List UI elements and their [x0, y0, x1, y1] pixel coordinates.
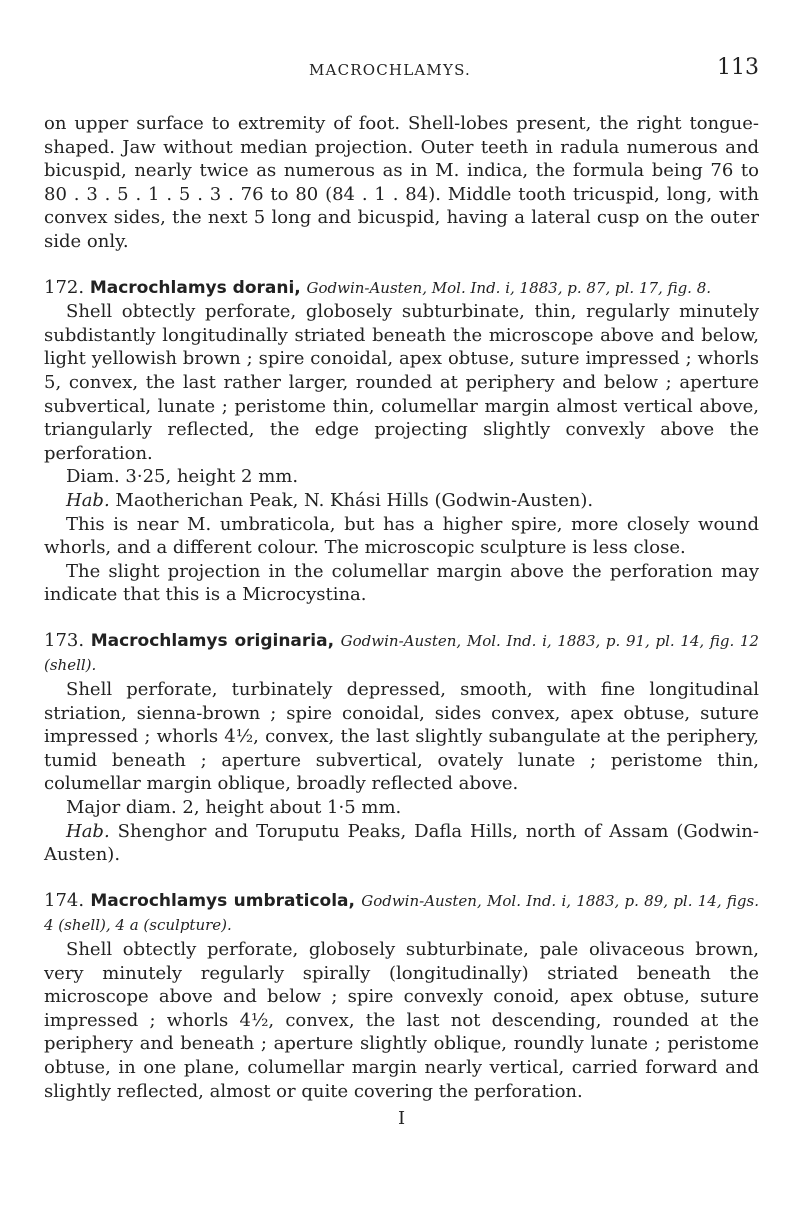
habitat-label: Hab. — [66, 820, 110, 842]
species-name: Macrochlamys umbraticola, — [90, 890, 355, 911]
species-reference: Godwin-Austen, Mol. Ind. i, 1883, p. 89, pl. 14, figs. 4 (shell), 4 a (sculpture). — [44, 891, 759, 935]
page-number: 113 — [717, 55, 759, 80]
species-number: 173. — [44, 629, 85, 651]
species-name: Macrochlamys dorani, — [89, 277, 301, 298]
species-heading — [44, 629, 759, 678]
species-entry — [44, 276, 759, 607]
species-reference: Godwin-Austen, Mol. Ind. i, 1883, p. 91, pl. 14, fig. 12 (shell). — [44, 631, 759, 675]
continued-paragraph: on upper surface to extremity of foot. Shell-lobes present, the right tongue-shaped. Jaw without median projection. Outer teeth in radula numerous and bicuspid, nearly twice as numerous as in M. indica, the formula being 76 to 80 . 3 . 5 . 1 . 5 . 3 . 76 to 80 (84 . 1 . 84). Middle tooth tricuspid, long, with convex sides, the next 5 long and bicuspid, having a lateral cusp on the outer side only. — [44, 113, 759, 252]
species-number: 174. — [44, 889, 85, 911]
signature-mark: I — [397, 1108, 406, 1130]
species-number: 172. — [44, 276, 85, 298]
species-habitat — [44, 489, 759, 513]
habitat-text: Maotherichan Peak, N. Khási Hills (Godwin-Austen). — [115, 489, 594, 511]
species-description: Shell obtectly perforate, globosely subturbinate, pale olivaceous brown, very minutely regularly spirally (longitudinally) striated beneath the microscope above and below ; spire convexly conoid, apex obtuse, suture impressed ; whorls 4½, convex, the last not descending, rounded at the periphery and beneath ; aperture slightly oblique, roundly lunate ; peristome obtuse, in one plane, columellar margin nearly vertical, carried forward and slightly reflected, almost or quite covering the perforation. — [44, 939, 759, 1102]
species-habitat — [44, 820, 759, 867]
species-description: Shell perforate, turbinately depressed, smooth, with fine longitudinal striation, sienna-brown ; spire conoidal, sides convex, apex obtuse, suture impressed ; whorls 4½, convex, the last slightly subangulate at the periphery, tumid beneath ; aperture subvertical, ovately lunate ; peristome thin, columellar margin oblique, broadly reflected above. — [44, 679, 759, 795]
page-body — [44, 112, 759, 1131]
species-note: This is near M. umbraticola, but has a higher spire, more closely wound whorls, and a different colour. The microscopic sculpture is less close. — [44, 513, 759, 559]
species-reference: Godwin-Austen, Mol. Ind. i, 1883, p. 87, pl. 17, fig. 8. — [306, 278, 712, 297]
species-description: Shell obtectly perforate, globosely subturbinate, thin, regularly minutely subdistantly longitudinally striated beneath the microscope above and below, light yellowish brown ; spire conoidal, apex obtuse, suture impressed ; whorls 5, convex, the last rather larger, rounded at periphery and below ; aperture subvertical, lunate ; peristome thin, columellar margin almost vertical above, triangularly reflected, the edge projecting slightly convexly above the perforation. — [44, 301, 759, 464]
habitat-text: Shenghor and Toruputu Peaks, Dafla Hills, north of Assam (Godwin-Austen). — [44, 820, 759, 866]
running-title: MACROCHLAMYS. — [309, 61, 471, 79]
species-name: Macrochlamys originaria, — [90, 630, 335, 651]
page-header — [44, 55, 759, 85]
species-entry — [44, 889, 759, 1131]
species-entry — [44, 629, 759, 867]
species-dimensions: Major diam. 2, height about 1·5 mm. — [66, 797, 402, 819]
species-dimensions: Diam. 3·25, height 2 mm. — [66, 466, 299, 488]
species-heading — [44, 889, 759, 938]
species-note: The slight projection in the columellar margin above the perforation may indicate that this is a Microcystina. — [44, 560, 759, 606]
habitat-label: Hab. — [66, 489, 110, 511]
species-heading — [44, 276, 759, 301]
